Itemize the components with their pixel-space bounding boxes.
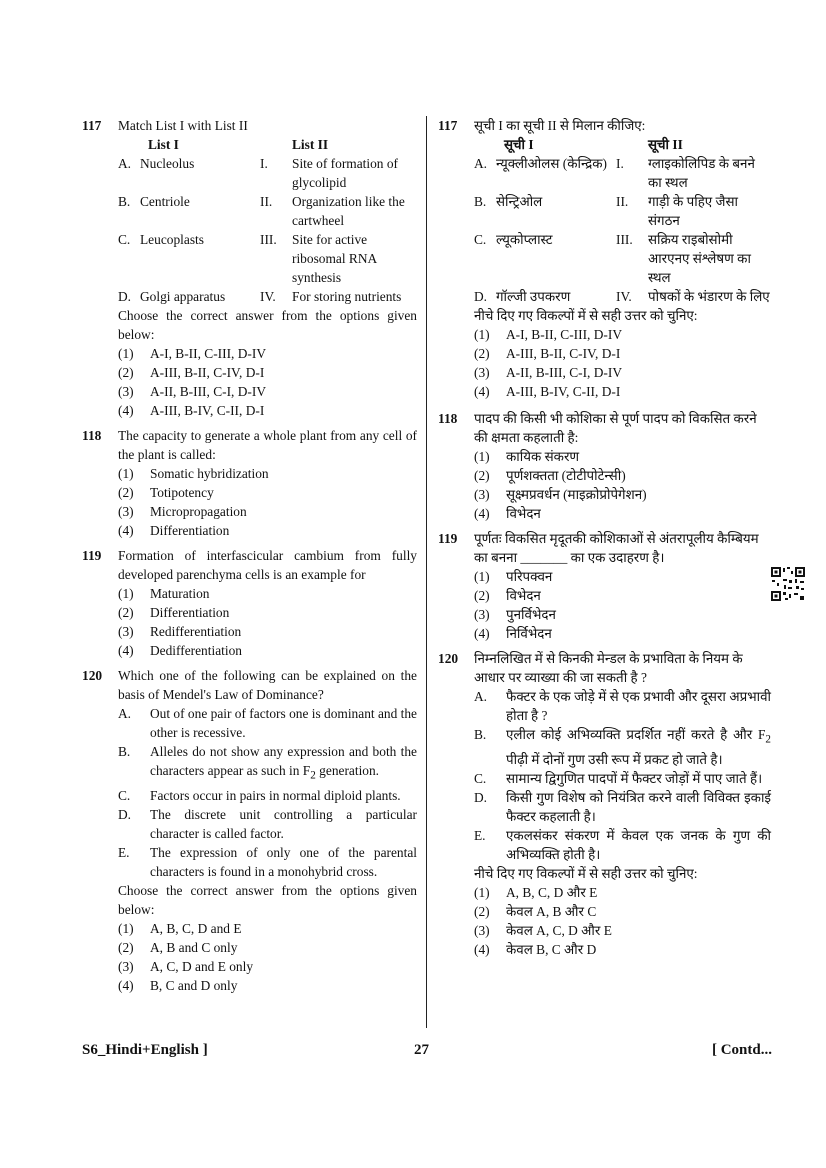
option-1[interactable] <box>118 584 417 603</box>
option-4[interactable] <box>118 976 417 995</box>
row-numeral: IV. <box>616 289 632 304</box>
match-row <box>474 287 771 306</box>
option-number: (2) <box>118 939 134 955</box>
subscript: 2 <box>310 769 316 782</box>
option-text: विभेदन <box>506 588 541 603</box>
option-2[interactable] <box>474 586 771 605</box>
row-numeral: IV. <box>260 289 276 304</box>
option-text: Maturation <box>150 586 210 601</box>
option-3[interactable] <box>118 957 417 976</box>
option-number: (3) <box>474 487 490 502</box>
option-text: कायिक संकरण <box>506 449 580 464</box>
statement-letter: E. <box>474 827 486 843</box>
match-row <box>474 192 771 230</box>
option-number: (2) <box>118 605 134 620</box>
list-2-item: For storing nutrients <box>292 289 402 304</box>
option-text: पूर्णशक्तता (टोटीपोटेन्सी) <box>506 468 626 483</box>
option-4[interactable] <box>474 940 771 959</box>
option-text: A-II, B-III, C-I, D-IV <box>506 365 623 380</box>
question-119-en <box>82 546 417 660</box>
option-1[interactable] <box>474 325 771 344</box>
option-text: A-III, B-II, C-IV, D-I <box>506 346 621 361</box>
question-number: 117 <box>82 118 102 133</box>
row-numeral: I. <box>616 156 624 171</box>
option-1[interactable] <box>474 883 771 902</box>
row-numeral: II. <box>260 194 273 209</box>
option-3[interactable] <box>474 605 771 624</box>
statement-text: Factors occur in pairs in normal diploid plants. <box>150 787 401 803</box>
question-117-en <box>82 116 417 420</box>
list-1-item: Nucleolus <box>140 156 195 171</box>
option-text: A, B, C, D और E <box>506 884 598 900</box>
option-number: (1) <box>474 569 490 584</box>
option-text: A-II, B-III, C-I, D-IV <box>150 384 267 399</box>
row-letter: C. <box>118 232 131 247</box>
option-number: (1) <box>118 346 134 361</box>
statement-b <box>118 742 417 786</box>
option-2[interactable] <box>474 466 771 485</box>
row-numeral: III. <box>260 232 277 247</box>
row-numeral: II. <box>616 194 629 209</box>
question-number: 118 <box>82 428 102 443</box>
question-text: Formation of interfascicular cambium from fully developed parenchyma cells is an example for <box>118 548 417 582</box>
statement-letter: A. <box>118 706 132 721</box>
statement-d <box>118 805 417 843</box>
list-2-title: सूची II <box>648 137 683 152</box>
statement-letter: D. <box>118 806 132 822</box>
statement-a <box>118 704 417 742</box>
option-4[interactable] <box>474 504 771 523</box>
question-text: Which one of the following can be explained on the basis of Mendel's Law of Dominance? <box>118 668 417 702</box>
option-number: (3) <box>118 958 134 974</box>
option-number: (2) <box>118 365 134 380</box>
statement-d <box>474 788 771 826</box>
statement-text-cont: generation. <box>315 763 380 778</box>
option-text: Dedifferentiation <box>150 643 242 658</box>
option-text: केवल A, B और C <box>506 903 597 919</box>
instruction-text: नीचे दिए गए विकल्पों में से सही उत्तर को चुनिए: <box>474 865 698 881</box>
option-text: सूक्ष्मप्रवर्धन (माइक्रोप्रोपेगेशन) <box>506 487 647 502</box>
subscript: 2 <box>765 733 771 746</box>
option-text: A-III, B-IV, C-II, D-I <box>506 384 621 399</box>
statement-text-cont: पीढ़ी में दोनों गुण उसी रूप में प्रकट हो जाते है। <box>506 751 723 767</box>
option-number: (4) <box>474 626 490 641</box>
continued-label: [ Contd... <box>711 1042 772 1058</box>
question-text: सूची I का सूची II से मिलान कीजिए: <box>474 118 646 133</box>
option-number: (2) <box>474 346 490 361</box>
option-text: Somatic hybridization <box>150 466 269 481</box>
question-number: 118 <box>438 411 458 426</box>
option-text: केवल B, C और D <box>506 941 597 957</box>
option-1[interactable] <box>474 567 771 586</box>
row-letter: B. <box>118 194 131 209</box>
list-1-item: Leucoplasts <box>140 232 204 247</box>
list-1-item: सेन्ट्रिओल <box>496 194 543 209</box>
statement-a <box>474 687 771 725</box>
qr-code-icon <box>770 566 806 602</box>
row-numeral: I. <box>260 156 268 171</box>
question-118-en <box>82 426 417 540</box>
question-120-en <box>82 666 417 995</box>
statement-text: फैक्टर के एक जोड़े में से एक प्रभावी और दूसरा अप्रभावी होता है ? <box>506 689 771 723</box>
page-number: 27 <box>414 1042 429 1058</box>
match-row <box>118 192 417 230</box>
list-2-item: Site of formation of glycolipid <box>292 156 398 190</box>
list-2-item: Site for active ribosomal RNA synthesis <box>292 232 377 285</box>
option-2[interactable] <box>474 344 771 363</box>
list-1-item: Centriole <box>140 194 190 209</box>
list-1-item: गॉल्जी उपकरण <box>496 289 571 304</box>
row-numeral: III. <box>616 232 633 247</box>
statement-letter: E. <box>118 844 130 860</box>
option-number: (4) <box>474 941 490 957</box>
list-1-item: Golgi apparatus <box>140 289 226 304</box>
list-header <box>118 135 417 154</box>
match-row <box>118 287 417 306</box>
list-2-item: Organization like the cartwheel <box>292 194 405 228</box>
option-text: केवल A, C, D और E <box>506 922 612 938</box>
english-column <box>82 116 417 995</box>
option-4[interactable] <box>118 401 417 420</box>
question-text: पादप की किसी भी कोशिका से पूर्ण पादप को विकसित करने की क्षमता कहलाती है: <box>474 411 757 445</box>
option-text: Differentiation <box>150 523 230 538</box>
option-2[interactable] <box>118 363 417 382</box>
option-3[interactable] <box>118 622 417 641</box>
option-number: (4) <box>118 523 134 538</box>
option-number: (4) <box>474 506 490 521</box>
match-row <box>118 154 417 192</box>
option-number: (1) <box>118 920 134 936</box>
question-text: पूर्णतः विकसित मृदूतकी कोशिकाओं से अंतरापूलीय कैम्बियम का बनना _______ का एक उदाहरण है। <box>474 531 759 565</box>
statement-e <box>118 843 417 881</box>
row-letter: D. <box>474 289 488 304</box>
option-4[interactable] <box>118 521 417 540</box>
question-number: 117 <box>438 118 458 133</box>
option-number: (2) <box>474 588 490 603</box>
option-1[interactable] <box>118 464 417 483</box>
list-header <box>474 135 771 154</box>
option-2[interactable] <box>118 603 417 622</box>
option-number: (3) <box>118 624 134 639</box>
statement-text: The expression of only one of the parental characters is found in a monohybrid cross. <box>150 844 417 879</box>
option-3[interactable] <box>474 363 771 382</box>
option-text: Micropropagation <box>150 504 247 519</box>
instruction-text: नीचे दिए गए विकल्पों में से सही उत्तर को चुनिए: <box>474 308 698 323</box>
option-number: (4) <box>118 403 134 418</box>
option-2[interactable] <box>474 902 771 921</box>
option-number: (2) <box>474 468 490 483</box>
option-text: B, C and D only <box>150 977 238 993</box>
option-text: Differentiation <box>150 605 230 620</box>
option-3[interactable] <box>118 502 417 521</box>
row-letter: B. <box>474 194 487 209</box>
option-number: (1) <box>474 449 490 464</box>
option-3[interactable] <box>474 485 771 504</box>
list-2-title: List II <box>292 137 329 152</box>
row-letter: D. <box>118 289 132 304</box>
option-number: (2) <box>474 903 490 919</box>
option-text: विभेदन <box>506 506 541 521</box>
question-number: 120 <box>82 668 103 683</box>
match-row <box>474 230 771 287</box>
statement-e <box>474 826 771 864</box>
option-text: A, B, C, D and E <box>150 920 242 936</box>
option-number: (3) <box>118 504 134 519</box>
list-1-item: ल्यूकोप्लास्ट <box>496 232 553 247</box>
option-text: A, B and C only <box>150 939 238 955</box>
option-number: (4) <box>118 643 134 658</box>
statement-text: Alleles do not show any expression and both the characters appear as such in F <box>150 744 417 778</box>
column-divider <box>426 116 427 1028</box>
statement-c <box>474 769 771 788</box>
option-text: पुनर्विभेदन <box>506 607 556 622</box>
option-text: निर्विभेदन <box>506 626 552 641</box>
option-number: (3) <box>474 365 490 380</box>
question-text: The capacity to generate a whole plant from any cell of the plant is called: <box>118 428 417 462</box>
option-text: A-III, B-IV, C-II, D-I <box>150 403 265 418</box>
booklet-code: S6_Hindi+English ] <box>82 1042 208 1058</box>
question-number: 120 <box>438 651 459 666</box>
statement-text: किसी गुण विशेष को नियंत्रित करने वाली विविक्त इकाई फैक्टर कहलाती है। <box>506 789 771 824</box>
statement-c <box>118 786 417 805</box>
statement-letter: C. <box>474 770 487 786</box>
option-2[interactable] <box>118 938 417 957</box>
option-4[interactable] <box>474 382 771 401</box>
option-text: A, C, D and E only <box>150 958 254 974</box>
statement-letter: C. <box>118 787 131 803</box>
question-text: निम्नलिखित में से किनकी मेन्डल के प्रभाविता के नियम के आधार पर व्याख्या की जा सकती है ? <box>474 651 743 685</box>
question-number: 119 <box>82 548 102 563</box>
question-118-hi <box>438 409 771 523</box>
option-number: (3) <box>474 922 490 938</box>
option-3[interactable] <box>474 921 771 940</box>
list-2-item: गाड़ी के पहिए जैसा संगठन <box>648 194 739 228</box>
row-letter: C. <box>474 232 487 247</box>
option-text: परिपक्वन <box>506 569 553 584</box>
statement-letter: A. <box>474 689 488 704</box>
option-number: (3) <box>474 607 490 622</box>
option-text: A-III, B-II, C-IV, D-I <box>150 365 265 380</box>
option-number: (1) <box>118 586 134 601</box>
statement-text: एकलसंकर संकरण में केवल एक जनक के गुण की अभिव्यक्ति होती है। <box>506 827 771 862</box>
option-3[interactable] <box>118 382 417 401</box>
option-1[interactable] <box>118 919 417 938</box>
list-1-title: सूची I <box>504 137 534 152</box>
option-1[interactable] <box>118 344 417 363</box>
row-letter: A. <box>474 156 488 171</box>
list-1-title: List I <box>148 137 179 152</box>
list-1-item: न्यूक्लीओलस (केन्द्रिक) <box>496 156 607 171</box>
option-number: (1) <box>474 327 490 342</box>
question-119-hi <box>438 529 771 643</box>
statement-b <box>474 725 771 769</box>
instruction-text: Choose the correct answer from the options given below: <box>118 882 417 917</box>
statement-text: सामान्य द्विगुणित पादपों में फैक्टर जोड़ों में पाए जाते हैं। <box>506 770 763 786</box>
option-1[interactable] <box>474 447 771 466</box>
match-row <box>118 230 417 287</box>
statement-letter: B. <box>474 727 487 742</box>
option-text: Totipotency <box>150 485 214 500</box>
instruction-text: Choose the correct answer from the options given below: <box>118 308 417 342</box>
option-4[interactable] <box>118 641 417 660</box>
option-number: (4) <box>474 384 490 399</box>
question-number: 119 <box>438 531 458 546</box>
option-number: (3) <box>118 384 134 399</box>
question-117-hi <box>438 116 771 401</box>
option-number: (1) <box>474 884 490 900</box>
option-number: (1) <box>118 466 134 481</box>
match-row <box>474 154 771 192</box>
option-text: A-I, B-II, C-III, D-IV <box>506 327 623 342</box>
option-text: Redifferentiation <box>150 624 242 639</box>
question-120-hi <box>438 649 771 959</box>
statement-letter: D. <box>474 789 488 805</box>
option-number: (2) <box>118 485 134 500</box>
option-text: A-I, B-II, C-III, D-IV <box>150 346 267 361</box>
statement-text: Out of one pair of factors one is dominant and the other is recessive. <box>150 706 417 740</box>
list-2-item: सक्रिय राइबोसोमी आरएनए संश्लेषण का स्थल <box>648 232 751 285</box>
statement-letter: B. <box>118 744 131 759</box>
question-text: Match List I with List II <box>118 118 248 133</box>
hindi-column <box>438 116 771 959</box>
option-2[interactable] <box>118 483 417 502</box>
list-2-item: ग्लाइकोलिपिड के बनने का स्थल <box>648 156 755 190</box>
list-2-item: पोषकों के भंडारण के लिए <box>648 289 770 304</box>
statement-text: The discrete unit controlling a particular character is called factor. <box>150 806 417 841</box>
option-4[interactable] <box>474 624 771 643</box>
option-number: (4) <box>118 977 134 993</box>
statement-text: एलील कोई अभिव्यक्ति प्रदर्शित नहीं करते है और F <box>506 727 766 742</box>
row-letter: A. <box>118 156 132 171</box>
